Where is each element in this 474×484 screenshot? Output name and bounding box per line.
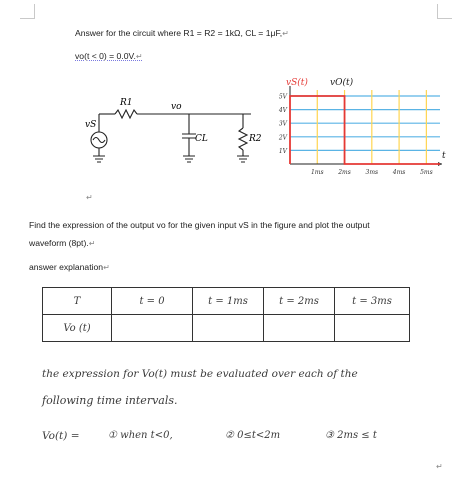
r1-label: R1 (120, 98, 133, 108)
handwritten-line-1: the expression for Vo(t) must be evaluated over each of the (42, 368, 358, 380)
label-layer (278, 77, 446, 176)
paragraph-mark-end: ↵ (436, 462, 443, 471)
capacitor-icon (182, 134, 196, 138)
problem-intro-text: Answer for the circuit where R1 = R2 = 1kΩ, CL = 1μF, (75, 28, 283, 38)
handwritten-line-3-label: Vo(t) = (42, 430, 80, 442)
paragraph-mark: ↵ (282, 29, 289, 38)
table-header-cell: t = 2ms (264, 288, 335, 315)
answer-heading-text: answer explanation (29, 262, 104, 272)
paragraph-mark: ↵ (103, 263, 110, 272)
handwritten-line-3-item-1: ① when t<0, (108, 430, 173, 441)
table-cell (264, 315, 335, 342)
axis-layer (290, 86, 442, 166)
handwritten-line-2: following time intervals. (42, 394, 178, 407)
y-tick-label: 4V (278, 107, 287, 115)
series-layer (290, 96, 440, 164)
table-cell (335, 315, 410, 342)
cl-label: CL (195, 134, 208, 144)
y-tick-label: 3V (278, 120, 287, 128)
circuit-diagram (83, 90, 273, 170)
y-tick-label: 2V (278, 134, 287, 142)
x-tick-label: 1ms (310, 169, 324, 176)
crop-mark-top-left (20, 4, 35, 19)
x-tick-label: 4ms (392, 169, 406, 176)
r2-resistor (239, 128, 247, 150)
table-header-cell: t = 0 (112, 288, 193, 315)
table-row (43, 315, 410, 342)
r1-resistor (115, 110, 137, 118)
x-tick-label: 2ms (338, 169, 351, 176)
ground-right-icon (237, 156, 249, 162)
crop-mark-top-right (437, 4, 452, 19)
ground-mid-icon (183, 156, 195, 162)
y-tick-label: 5V (278, 93, 287, 101)
series-line-vs (290, 96, 440, 164)
task-line-1-text: Find the expression of the output vo for the given input vS in the figure and plot the output (29, 220, 370, 230)
answer-heading (29, 262, 110, 272)
r2-label: R2 (249, 134, 262, 144)
table-cell (112, 315, 193, 342)
table-header-cell: T (43, 288, 112, 315)
table-row (43, 288, 410, 315)
task-line-1 (29, 220, 370, 230)
handwritten-table (42, 287, 410, 342)
initial-condition-text: vo(t < 0) = 0.0V. (75, 51, 136, 61)
table-cell (193, 315, 264, 342)
vo-label: vo (171, 102, 182, 112)
table-row-label: Vo (t) (43, 315, 112, 342)
table-header-cell: t = 1ms (193, 288, 264, 315)
sine-wave-icon (93, 138, 105, 143)
legend-vs-label: vS(t) (286, 78, 308, 88)
paragraph-mark: ↵ (135, 52, 143, 61)
x-tick-label: 3ms (365, 169, 379, 176)
handwritten-line-3-item-3: ③ 2ms ≤ t (325, 430, 377, 441)
paragraph-mark: ↵ (88, 239, 96, 248)
x-axis-label: t (442, 151, 446, 161)
handwritten-line-3-item-2: ② 0≤t<2m (225, 430, 281, 441)
table-header-cell: t = 3ms (335, 288, 410, 315)
task-line-2-text: waveform (8pt). (29, 238, 89, 248)
legend-vo-label: vO(t) (330, 78, 354, 88)
initial-condition (75, 51, 143, 61)
ground-left-icon (93, 156, 105, 162)
y-tick-label: 1V (278, 147, 287, 155)
waveform-chart (268, 72, 448, 184)
problem-intro (75, 28, 289, 38)
x-tick-label: 5ms (420, 169, 433, 176)
vs-label: vS (85, 120, 97, 130)
paragraph-mark-blank: ↵ (86, 193, 93, 202)
grid-layer (290, 90, 440, 164)
task-line-2 (29, 238, 95, 248)
